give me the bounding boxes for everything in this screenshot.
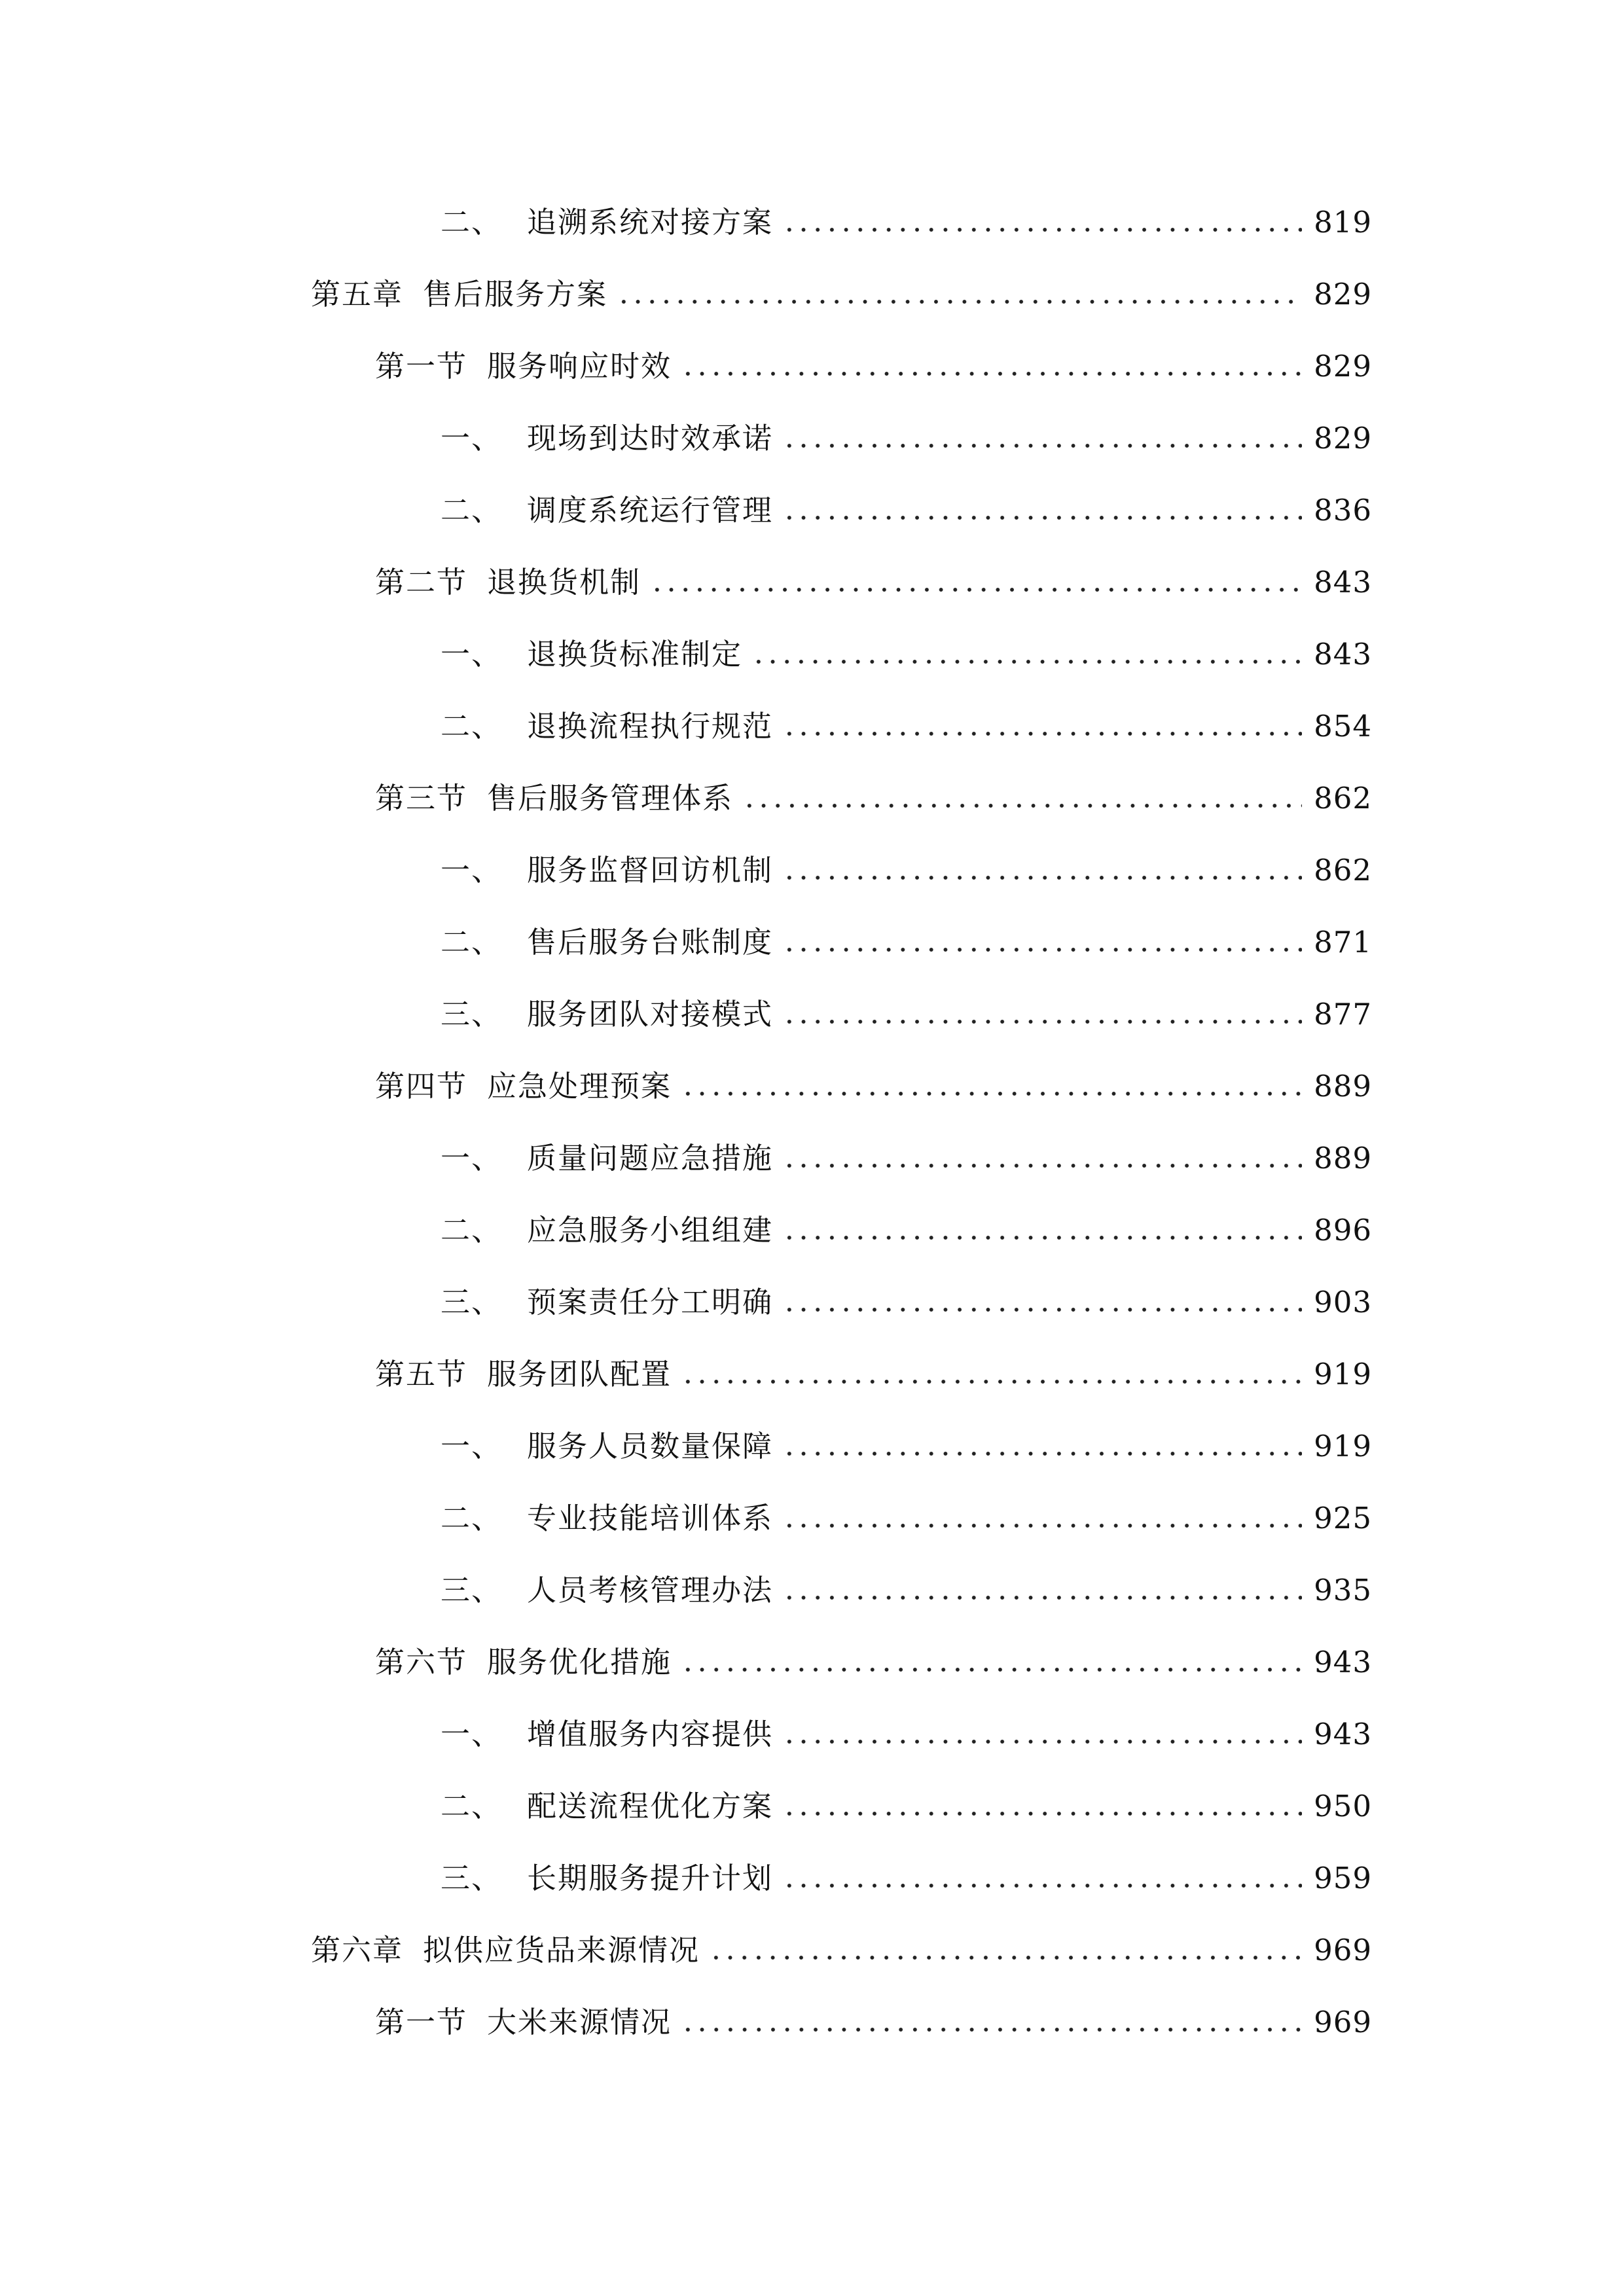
toc-entry-prefix: 第五章 — [311, 277, 404, 312]
toc-entry[interactable] — [441, 473, 1372, 528]
toc-entry-page: 969 — [1314, 2005, 1372, 2039]
toc-entry[interactable] — [375, 1336, 1372, 1389]
toc-entry-label — [441, 1503, 773, 1533]
toc-entry-label — [441, 925, 774, 960]
toc-entry-page: 829 — [1314, 349, 1372, 384]
toc-entry-title: 质量问题应急措施 — [527, 1141, 774, 1175]
toc-entry-page: 943 — [1314, 1717, 1372, 1751]
toc-entry-label — [441, 1719, 773, 1749]
dot-leader — [782, 946, 1302, 953]
dot-leader — [782, 1234, 1302, 1241]
toc-entry[interactable] — [441, 1552, 1372, 1605]
dot-leader — [782, 1306, 1302, 1313]
dot-leader — [782, 442, 1302, 449]
toc-entry-page: 862 — [1314, 781, 1372, 816]
toc-entry[interactable] — [375, 545, 1372, 600]
toc-entry-page: 862 — [1314, 853, 1372, 888]
toc-entry-page: 943 — [1314, 1645, 1372, 1679]
toc-entry-prefix: 三、 — [441, 1285, 503, 1319]
toc-entry[interactable] — [441, 1696, 1372, 1749]
toc-entry-label — [311, 1935, 700, 1965]
toc-entry-label — [441, 493, 774, 528]
toc-entry-prefix: 第六节 — [375, 1645, 468, 1679]
toc-entry-page: 854 — [1314, 709, 1372, 744]
toc-entry-page: 889 — [1314, 1141, 1372, 1175]
toc-entry-label — [441, 1863, 773, 1893]
toc-entry-label — [375, 781, 734, 816]
toc-entry-title: 退换货机制 — [487, 565, 641, 600]
toc-entry-title: 售后服务管理体系 — [487, 781, 734, 816]
dot-leader — [709, 1954, 1302, 1961]
toc-entry-title: 服务人员数量保障 — [527, 1429, 774, 1463]
toc-entry-page: 819 — [1314, 205, 1372, 240]
toc-entry-page: 919 — [1314, 1429, 1372, 1463]
dot-leader — [782, 514, 1302, 521]
toc-entry[interactable] — [441, 185, 1372, 240]
toc-entry-title: 长期服务提升计划 — [527, 1861, 774, 1895]
dot-leader — [681, 1378, 1302, 1385]
toc-entry-prefix: 二、 — [441, 709, 503, 744]
dot-leader — [742, 802, 1302, 809]
toc-entry-page: 935 — [1314, 1573, 1372, 1607]
toc-entry-prefix: 一、 — [441, 637, 503, 672]
dot-leader — [782, 226, 1302, 233]
toc-entry-prefix: 一、 — [441, 1717, 503, 1751]
toc-entry-prefix: 第一节 — [375, 349, 468, 384]
toc-entry-prefix: 二、 — [441, 205, 503, 240]
toc-entry-title: 大米来源情况 — [487, 2005, 672, 2039]
toc-entry-prefix: 二、 — [441, 1789, 503, 1823]
toc-entry-label — [375, 1071, 672, 1101]
dot-leader — [782, 1882, 1302, 1889]
toc-entry-label — [375, 1359, 672, 1389]
toc-entry[interactable] — [441, 1768, 1372, 1821]
toc-entry-title: 售后服务方案 — [423, 277, 608, 312]
toc-entry-page: 843 — [1314, 565, 1372, 600]
toc-entry-prefix: 二、 — [441, 1501, 503, 1535]
toc-entry[interactable] — [441, 1840, 1372, 1893]
toc-entry-prefix: 一、 — [441, 1429, 503, 1463]
dot-leader — [681, 2026, 1302, 2033]
toc-entry[interactable] — [375, 1984, 1372, 2037]
toc-entry-title: 预案责任分工明确 — [527, 1285, 774, 1319]
toc-entry-title: 服务优化措施 — [487, 1645, 672, 1679]
toc-entry-label — [441, 205, 774, 240]
toc-entry-prefix: 二、 — [441, 1213, 503, 1247]
toc-entry[interactable] — [375, 329, 1372, 384]
dot-leader — [782, 730, 1302, 737]
toc-entry[interactable] — [441, 617, 1372, 672]
dot-leader — [681, 1090, 1302, 1097]
toc-entry[interactable] — [375, 761, 1372, 816]
toc-entry-label — [441, 1791, 773, 1821]
toc-entry[interactable] — [375, 1624, 1372, 1677]
toc-entry-label — [375, 349, 672, 384]
toc-entry-label — [441, 1215, 773, 1245]
toc-entry-label — [441, 853, 774, 888]
toc-entry-page: 877 — [1314, 997, 1372, 1031]
toc-entry-page: 871 — [1314, 925, 1372, 960]
toc-entry[interactable] — [441, 977, 1372, 1029]
toc-entry-title: 服务团队对接模式 — [527, 997, 774, 1031]
toc-entry-page: 903 — [1314, 1285, 1372, 1319]
dot-leader — [681, 1666, 1302, 1673]
toc-entry[interactable] — [441, 1408, 1372, 1461]
toc-entry-page: 925 — [1314, 1501, 1372, 1535]
toc-entry-prefix: 第四节 — [375, 1069, 468, 1103]
toc-entry[interactable] — [441, 1480, 1372, 1533]
toc-entry-label — [441, 1143, 773, 1173]
toc-entry-label — [441, 709, 774, 744]
toc-entry-page: 896 — [1314, 1213, 1372, 1247]
dot-leader — [617, 298, 1302, 305]
toc-entry-title: 服务响应时效 — [487, 349, 672, 384]
toc-entry-prefix: 第一节 — [375, 2005, 468, 2039]
dot-leader — [782, 1018, 1302, 1025]
dot-leader — [751, 658, 1302, 665]
toc-entry-page: 836 — [1314, 493, 1372, 528]
toc-entry-label — [441, 1575, 773, 1605]
toc-entry-title: 现场到达时效承诺 — [527, 421, 774, 456]
toc-entry-prefix: 第二节 — [375, 565, 468, 600]
toc-entry[interactable] — [441, 401, 1372, 456]
dot-leader — [650, 586, 1302, 593]
toc-entry-prefix: 二、 — [441, 925, 503, 960]
toc-entry[interactable] — [441, 689, 1372, 744]
toc-entry[interactable] — [441, 1121, 1372, 1173]
toc-entry-label — [441, 1431, 773, 1461]
toc-entry-label — [441, 637, 743, 672]
toc-entry-title: 增值服务内容提供 — [527, 1717, 774, 1751]
toc-entry-title: 服务团队配置 — [487, 1357, 672, 1391]
toc-entry-title: 退换货标准制定 — [527, 637, 743, 672]
toc-entry-prefix: 第五节 — [375, 1357, 468, 1391]
toc-entry[interactable] — [311, 257, 1372, 312]
toc-entry[interactable] — [441, 1193, 1372, 1245]
toc-entry-page: 829 — [1314, 421, 1372, 456]
toc-entry-title: 拟供应货品来源情况 — [423, 1933, 700, 1967]
dot-leader — [782, 1738, 1302, 1745]
toc-entry[interactable] — [441, 905, 1372, 960]
toc-entry-prefix: 三、 — [441, 1573, 503, 1607]
toc-entry-prefix: 一、 — [441, 853, 503, 888]
toc-entry-title: 应急服务小组组建 — [527, 1213, 774, 1247]
toc-entry-label — [375, 1647, 672, 1677]
toc-entry-label — [441, 421, 774, 456]
toc-entry-title: 专业技能培训体系 — [527, 1501, 774, 1535]
toc-entry-page: 969 — [1314, 1933, 1372, 1967]
toc-entry-title: 服务监督回访机制 — [527, 853, 774, 888]
toc-entry-prefix: 三、 — [441, 997, 503, 1031]
toc-entry-prefix: 一、 — [441, 1141, 503, 1175]
toc-entry[interactable] — [441, 833, 1372, 888]
dot-leader — [782, 1450, 1302, 1457]
toc-entry-prefix: 第六章 — [311, 1933, 404, 1967]
toc-entry-page: 959 — [1314, 1861, 1372, 1895]
toc-entry-prefix: 三、 — [441, 1861, 503, 1895]
toc-entry-page: 843 — [1314, 637, 1372, 672]
toc-entry-label — [441, 999, 773, 1029]
toc-entry[interactable] — [441, 1265, 1372, 1317]
toc-entry-title: 追溯系统对接方案 — [527, 205, 774, 240]
dot-leader — [782, 1522, 1302, 1529]
toc-entry-prefix: 第三节 — [375, 781, 468, 816]
toc-entry-title: 调度系统运行管理 — [527, 493, 774, 528]
toc-entry-title: 售后服务台账制度 — [527, 925, 774, 960]
toc-entry-title: 退换流程执行规范 — [527, 709, 774, 744]
toc-entry-title: 应急处理预案 — [487, 1069, 672, 1103]
toc-entry-page: 919 — [1314, 1357, 1372, 1391]
dot-leader — [681, 370, 1302, 377]
toc-entry-prefix: 二、 — [441, 493, 503, 528]
dot-leader — [782, 874, 1302, 881]
toc-entry-title: 人员考核管理办法 — [527, 1573, 774, 1607]
toc-entry-title: 配送流程优化方案 — [527, 1789, 774, 1823]
toc-entry[interactable] — [375, 1049, 1372, 1101]
toc-entry-label — [441, 1287, 773, 1317]
toc-entry[interactable] — [311, 1912, 1372, 1965]
toc-entry-page: 889 — [1314, 1069, 1372, 1103]
toc-entry-prefix: 一、 — [441, 421, 503, 456]
toc-entry-page: 829 — [1314, 277, 1372, 312]
toc-entry-label — [311, 277, 608, 312]
dot-leader — [782, 1810, 1302, 1817]
dot-leader — [782, 1162, 1302, 1169]
toc-entry-label — [375, 565, 641, 600]
dot-leader — [782, 1594, 1302, 1601]
toc-entry-page: 950 — [1314, 1789, 1372, 1823]
toc-entry-label — [375, 2007, 672, 2037]
